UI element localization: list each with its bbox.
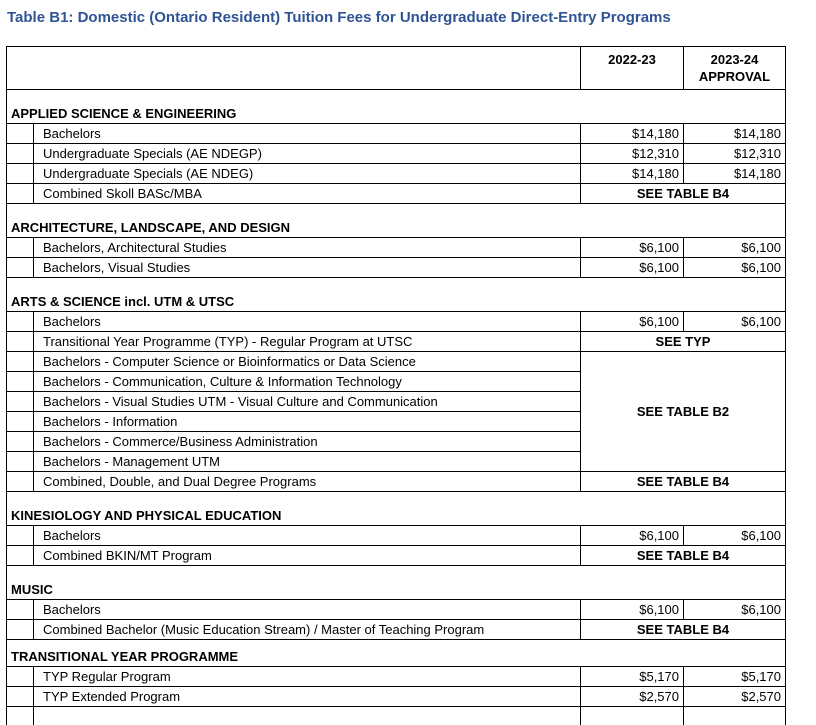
- row-indent-cell: [7, 546, 34, 566]
- section-row-architecture: [7, 204, 786, 238]
- table-row: [7, 472, 786, 492]
- row-indent-cell: [7, 472, 34, 492]
- program-label: Bachelors - Communication, Culture & Information Technology: [34, 372, 581, 392]
- row-indent-cell: [7, 452, 34, 472]
- fee-2022-cell: $6,100: [581, 312, 684, 332]
- program-label: Bachelors, Architectural Studies: [34, 238, 581, 258]
- page-title: Table B1: Domestic (Ontario Resident) Tuition Fees for Undergraduate Direct-Entry Programs: [7, 9, 671, 26]
- program-label: Bachelors - Information: [34, 412, 581, 432]
- program-label: Bachelors - Management UTM: [34, 452, 581, 472]
- row-indent-cell: [7, 164, 34, 184]
- program-label: Combined Skoll BASc/MBA: [34, 184, 581, 204]
- see-note-merged-cell: SEE TABLE B2: [581, 352, 786, 472]
- fee-2023-cell: $14,180: [684, 124, 786, 144]
- section-header: ARCHITECTURE, LANDSCAPE, AND DESIGN: [7, 204, 786, 238]
- see-note-cell: SEE TABLE B4: [581, 472, 786, 492]
- fee-2022-cell: $14,180: [581, 124, 684, 144]
- section-header: KINESIOLOGY AND PHYSICAL EDUCATION: [7, 492, 786, 526]
- program-label: TYP Extended Program: [34, 687, 581, 707]
- table-row: [7, 238, 786, 258]
- see-note-cell: SEE TYP: [581, 332, 786, 352]
- program-label: Bachelors: [34, 600, 581, 620]
- row-indent-cell: [7, 238, 34, 258]
- see-note-cell: SEE TABLE B4: [581, 184, 786, 204]
- program-label: Bachelors, Visual Studies: [34, 258, 581, 278]
- row-indent-cell: [7, 620, 34, 640]
- program-label: Undergraduate Specials (AE NDEG): [34, 164, 581, 184]
- section-header: MUSIC: [7, 566, 786, 600]
- table-row: [7, 687, 786, 707]
- header-approval-label: APPROVAL: [698, 69, 771, 84]
- section-row-arts-science: [7, 278, 786, 312]
- table-row: [7, 332, 786, 352]
- table-row: [7, 667, 786, 687]
- program-label: Combined, Double, and Dual Degree Programs: [34, 472, 581, 492]
- program-label: Bachelors - Computer Science or Bioinformatics or Data Science: [34, 352, 581, 372]
- row-indent-cell: [7, 184, 34, 204]
- program-label: Bachelors - Commerce/Business Administration: [34, 432, 581, 452]
- program-label: Bachelors: [34, 526, 581, 546]
- row-indent-cell: [7, 392, 34, 412]
- fee-2022-cell: $14,180: [581, 164, 684, 184]
- row-indent-cell: [7, 707, 34, 725]
- header-year-2023-24: [684, 47, 786, 90]
- fee-2022-cell: $2,570: [581, 687, 684, 707]
- fee-2022-cell: $5,170: [581, 667, 684, 687]
- section-header: TRANSITIONAL YEAR PROGRAMME: [7, 640, 786, 667]
- table-row: [7, 144, 786, 164]
- header-year-2022-23-label: 2022-23: [608, 52, 656, 67]
- row-indent-cell: [7, 352, 34, 372]
- see-note-cell: SEE TABLE B4: [581, 546, 786, 566]
- program-label: Transitional Year Programme (TYP) - Regular Program at UTSC: [34, 332, 581, 352]
- empty-cell: [34, 707, 581, 725]
- section-row-applied-science: [7, 90, 786, 124]
- section-row-music: [7, 566, 786, 600]
- program-label: TYP Regular Program: [34, 667, 581, 687]
- row-indent-cell: [7, 332, 34, 352]
- program-label: Bachelors: [34, 124, 581, 144]
- row-indent-cell: [7, 258, 34, 278]
- section-row-kinesiology: [7, 492, 786, 526]
- table-row: [7, 164, 786, 184]
- fee-2022-cell: $12,310: [581, 144, 684, 164]
- section-header: ARTS & SCIENCE incl. UTM & UTSC: [7, 278, 786, 312]
- fee-2022-cell: $6,100: [581, 258, 684, 278]
- empty-cell: [581, 707, 684, 725]
- table-row: [7, 312, 786, 332]
- see-note-cell: SEE TABLE B4: [581, 620, 786, 640]
- table-row: [7, 526, 786, 546]
- header-year-2022-23: [581, 47, 684, 90]
- program-label: Combined Bachelor (Music Education Stream) / Master of Teaching Program: [34, 620, 581, 640]
- row-indent-cell: [7, 124, 34, 144]
- program-label: Bachelors - Visual Studies UTM - Visual Culture and Communication: [34, 392, 581, 412]
- table-row: [7, 546, 786, 566]
- fee-2023-cell: $5,170: [684, 667, 786, 687]
- fee-2023-cell: $2,570: [684, 687, 786, 707]
- fee-2023-cell: $6,100: [684, 526, 786, 546]
- fee-2022-cell: $6,100: [581, 600, 684, 620]
- empty-cell: [684, 707, 786, 725]
- section-header: APPLIED SCIENCE & ENGINEERING: [7, 90, 786, 124]
- row-indent-cell: [7, 600, 34, 620]
- header-year-2023-24-label: 2023-24: [710, 52, 759, 67]
- table-row-partial: [7, 707, 786, 725]
- fee-2023-cell: $6,100: [684, 238, 786, 258]
- tuition-fees-table: [6, 46, 786, 725]
- row-indent-cell: [7, 687, 34, 707]
- table-header-row: [7, 47, 786, 90]
- row-indent-cell: [7, 372, 34, 392]
- table-row: [7, 600, 786, 620]
- fee-2022-cell: $6,100: [581, 238, 684, 258]
- table-row: [7, 184, 786, 204]
- fee-2023-cell: $6,100: [684, 600, 786, 620]
- table-row: [7, 620, 786, 640]
- row-indent-cell: [7, 312, 34, 332]
- program-label: Undergraduate Specials (AE NDEGP): [34, 144, 581, 164]
- fee-2023-cell: $6,100: [684, 258, 786, 278]
- row-indent-cell: [7, 526, 34, 546]
- table-row: [7, 258, 786, 278]
- header-empty-cell: [7, 47, 581, 90]
- fee-2023-cell: $14,180: [684, 164, 786, 184]
- table-row: [7, 124, 786, 144]
- row-indent-cell: [7, 432, 34, 452]
- table-row: [7, 352, 786, 372]
- section-row-transitional-year: [7, 640, 786, 667]
- row-indent-cell: [7, 412, 34, 432]
- row-indent-cell: [7, 144, 34, 164]
- fee-2022-cell: $6,100: [581, 526, 684, 546]
- fee-2023-cell: $6,100: [684, 312, 786, 332]
- program-label: Combined BKIN/MT Program: [34, 546, 581, 566]
- program-label: Bachelors: [34, 312, 581, 332]
- fee-2023-cell: $12,310: [684, 144, 786, 164]
- row-indent-cell: [7, 667, 34, 687]
